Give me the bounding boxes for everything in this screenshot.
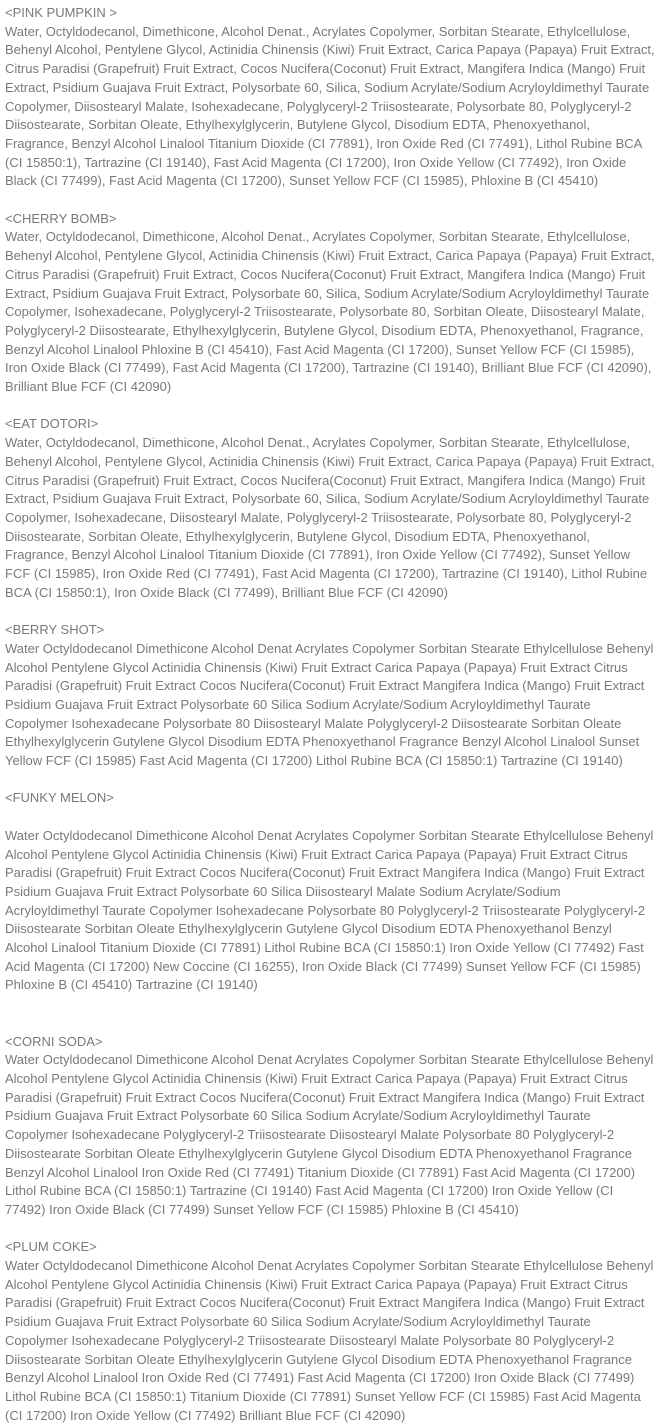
blank-line [5,191,656,210]
blank-line [5,808,656,827]
product-section-eat-dotori [5,415,659,602]
ingredient-list: Water Octyldodecanol Dimethicone Alcohol Denat Acrylates Copolymer Sorbitan Stearate Ethylcellulose Behenyl Alcohol Pentylene Glycol Actinidia Chinensis (Kiwi) Fruit Extract Carica Papaya (Papaya) Fruit Extract Citrus Paradisi (Grapefruit) Fruit Extract Cocos Nucifera(Coconut) Fruit Extract Mangifera Indica (Mango) Fruit Extract Psidium Guajava Fruit Extract Polysorbate 60 Silica Diisostearyl Malate Sodium Acrylate/Sodium Acryloyldimethyl Taurate Copolymer Isohexadecane Polysorbate 80 Polyglyceryl-2 Triisostearate Polyglyceryl-2 Diisostearate Sorbitan Oleate Ethylhexylglycerin Gutylene Glycol Disodium EDTA Phenoxyethanol Benzyl Alcohol Linalool Titanium Dioxide (CI 77891) Lithol Rubine BCA (CI 15850:1) Iron Oxide Yellow (CI 77492) Fast Acid Magenta (CI 17200) New Coccine (CI 16255), Iron Oxide Black (CI 77499) Sunset Yellow FCF (CI 15985) Phloxine B (CI 45410) Tartrazine (CI 19140) [5,827,657,993]
ingredient-list: Water, Octyldodecanol, Dimethicone, Alcohol Denat., Acrylates Copolymer, Sorbitan Stearate, Ethylcellulose, Behenyl Alcohol, Pentylene Glycol, Actinidia Chinensis (Kiwi) Fruit Extract, Carica Papaya (Papaya) Fruit Extract, Citrus Paradisi (Grapefruit) Fruit Extract, Cocos Nucifera(Coconut) Fruit Extract, Mangifera Indica (Mango) Fruit Extract, Psidium Guajava Fruit Extract, Polysorbate 60, Silica, Sodium Acrylate/Sodium Acryloyldimethyl Taurate Copolymer, Isohexadecane, Diisostearyl Malate, Polyglyceryl-2 Triisostearate, Polysorbate 80, Polyglyceryl-2 Diisostearate, Sorbitan Oleate, Ethylhexylglycerin, Butylene Glycol, Disodium EDTA, Phenoxyethanol, Fragrance, Benzyl Alcohol Linalool Titanium Dioxide (CI 77891), Iron Oxide Yellow (CI 77492), Sunset Yellow FCF (CI 15985), Iron Oxide Red (CI 77491), Fast Acid Magenta (CI 17200), Tartrazine (CI 19140), Lithol Rubine BCA (CI 15850:1), Iron Oxide Black (CI 77499), Brilliant Blue FCF (CI 42090) [5,435,659,600]
ingredient-list: Water Octyldodecanol Dimethicone Alcohol Denat Acrylates Copolymer Sorbitan Stearate Ethylcellulose Behenyl Alcohol Pentylene Glycol Actinidia Chinensis (Kiwi) Fruit Extract Carica Papaya (Papaya) Fruit Extract Citrus Paradisi (Grapefruit) Fruit Extract Cocos Nucifera(Coconut) Fruit Extract Mangifera Indica (Mango) Fruit Extract Psidium Guajava Fruit Extract Polysorbate 60 Silica Sodium Acrylate/Sodium Acryloyldimethyl Taurate Copolymer Isohexadecane Polyglyceryl-2 Triisostearate Diisostearyl Malate Polysorbate 80 Polyglyceryl-2 Diisostearate Sorbitan Oleate Ethylhexylglycerin Gutylene Glycol Disodium EDTA Phenoxyethanol Fragrance Benzyl Alcohol Linalool Iron Oxide Red (CI 77491) Fast Acid Magenta (CI 17200) Iron Oxide Black (CI 77499) Lithol Rubine BCA (CI 15850:1) Titanium Dioxide (CI 77891) Sunset Yellow FCF (CI 15985) Fast Acid Magenta (CI 17200) Iron Oxide Yellow (CI 77492) Brilliant Blue FCF (CI 42090) [5,1258,657,1423]
product-section-corni-soda [5,1033,656,1220]
product-section-cherry-bomb [5,210,659,397]
product-name: <BERRY SHOT> [5,622,105,638]
product-name: <PLUM COKE> [5,1239,97,1255]
blank-line [5,602,656,621]
product-name: <CHERRY BOMB> [5,210,117,226]
product-section-plum-coke [5,1238,656,1425]
product-section-funky-melon [5,789,656,995]
product-section-berry-shot [5,621,656,771]
product-name: <EAT DOTORI> [5,416,99,432]
product-name: <CORNI SODA> [5,1033,103,1049]
blank-line [5,397,656,416]
ingredient-list: Water Octyldodecanol Dimethicone Alcohol Denat Acrylates Copolymer Sorbitan Stearate Ethylcellulose Behenyl Alcohol Pentylene Glycol Actinidia Chinensis (Kiwi) Fruit Extract Carica Papaya (Papaya) Fruit Extract Citrus Paradisi (Grapefruit) Fruit Extract Cocos Nucifera(Coconut) Fruit Extract Mangifera Indica (Mango) Fruit Extract Psidium Guajava Fruit Extract Polysorbate 60 Silica Sodium Acrylate/Sodium Acryloyldimethyl Taurate Copolymer Isohexadecane Polyglyceryl-2 Triisostearate Diisostearyl Malate Polysorbate 80 Polyglyceryl-2 Diisostearate Sorbitan Oleate Ethylhexylglycerin Gutylene Glycol Disodium EDTA Phenoxyethanol Fragrance Benzyl Alcohol Linalool Iron Oxide Red (CI 77491) Titanium Dioxide (CI 77891) Fast Acid Magenta (CI 17200) Lithol Rubine BCA (CI 15850:1) Tartrazine (CI 19140) Fast Acid Magenta (CI 17200) Iron Oxide Yellow (CI 77492) Iron Oxide Black (CI 77499) Sunset Yellow FCF (CI 15985) Phloxine B (CI 45410) [5,1052,657,1217]
product-name: <FUNKY MELON> [5,790,114,806]
ingredient-list: Water, Octyldodecanol, Dimethicone, Alcohol Denat., Acrylates Copolymer, Sorbitan Stearate, Ethylcellulose, Behenyl Alcohol, Pentylene Glycol, Actinidia Chinensis (Kiwi) Fruit Extract, Carica Papaya (Papaya) Fruit Extract, Citrus Paradisi (Grapefruit) Fruit Extract, Cocos Nucifera(Coconut) Fruit Extract, Mangifera Indica (Mango) Fruit Extract, Psidium Guajava Fruit Extract, Polysorbate 60, Silica, Sodium Acrylate/Sodium Acryloyldimethyl Taurate Copolymer, Isohexadecane, Polyglyceryl-2 Triisostearate, Polysorbate 80, Sorbitan Oleate, Diisostearyl Malate, Polyglyceryl-2 Diisostearate, Ethylhexylglycerin, Butylene Glycol, Disodium EDTA, Phenoxyethanol, Fragrance, Benzyl Alcohol Linalool Phloxine B (CI 45410), Fast Acid Magenta (CI 17200), Sunset Yellow FCF (CI 15985), Iron Oxide Black (CI 77499), Fast Acid Magenta (CI 17200), Tartrazine (CI 19140), Brilliant Blue FCF (CI 42090), Brilliant Blue FCF (CI 42090) [5,229,659,395]
ingredient-list: Water Octyldodecanol Dimethicone Alcohol Denat Acrylates Copolymer Sorbitan Stearate Ethylcellulose Behenyl Alcohol Pentylene Glycol Actinidia Chinensis (Kiwi) Fruit Extract Carica Papaya (Papaya) Fruit Extract Citrus Paradisi (Grapefruit) Fruit Extract Cocos Nucifera(Coconut) Fruit Extract Mangifera Indica (Mango) Fruit Extract Psidium Guajava Fruit Extract Polysorbate 60 Silica Sodium Acrylate/Sodium Acryloyldimethyl Taurate Copolymer Isohexadecane Polysorbate 80 Diisostearyl Malate Polyglyceryl-2 Diisostearate Sorbitan Oleate Ethylhexylglycerin Gutylene Glycol Disodium EDTA Phenoxyethanol Fragrance Benzyl Alcohol Linalool Sunset Yellow FCF (CI 15985) Fast Acid Magenta (CI 17200) Lithol Rubine BCA (CI 15850:1) Tartrazine (CI 19140) [5,640,657,769]
ingredient-list: Water, Octyldodecanol, Dimethicone, Alcohol Denat., Acrylates Copolymer, Sorbitan Stearate, Ethylcellulose, Behenyl Alcohol, Pentylene Glycol, Actinidia Chinensis (Kiwi) Fruit Extract, Carica Papaya (Papaya) Fruit Extract, Citrus Paradisi (Grapefruit) Fruit Extract, Cocos Nucifera(Coconut) Fruit Extract, Mangifera Indica (Mango) Fruit Extract, Psidium Guajava Fruit Extract, Polysorbate 60, Silica, Sodium Acrylate/Sodium Acryloyldimethyl Taurate Copolymer, Diisostearyl Malate, Isohexadecane, Polyglyceryl-2 Triisostearate, Polysorbate 80, Polyglyceryl-2 Diisostearate, Sorbitan Oleate, Ethylhexylglycerin, Butylene Glycol, Disodium EDTA, Phenoxyethanol, Fragrance, Benzyl Alcohol Linalool Titanium Dioxide (CI 77891), Iron Oxide Red (CI 77491), Lithol Rubine BCA (CI 15850:1), Tartrazine (CI 19140), Fast Acid Magenta (CI 17200), Iron Oxide Yellow (CI 77492), Iron Oxide Black (CI 77499), Fast Acid Magenta (CI 17200), Sunset Yellow FCF (CI 15985), Phloxine B (CI 45410) [5,23,659,189]
product-section-pink-pumpkin [5,4,659,191]
blank-line [5,1220,656,1239]
blank-line [5,771,656,790]
blank-line [5,995,656,1032]
product-name: <PINK PUMPKIN > [5,5,117,20]
